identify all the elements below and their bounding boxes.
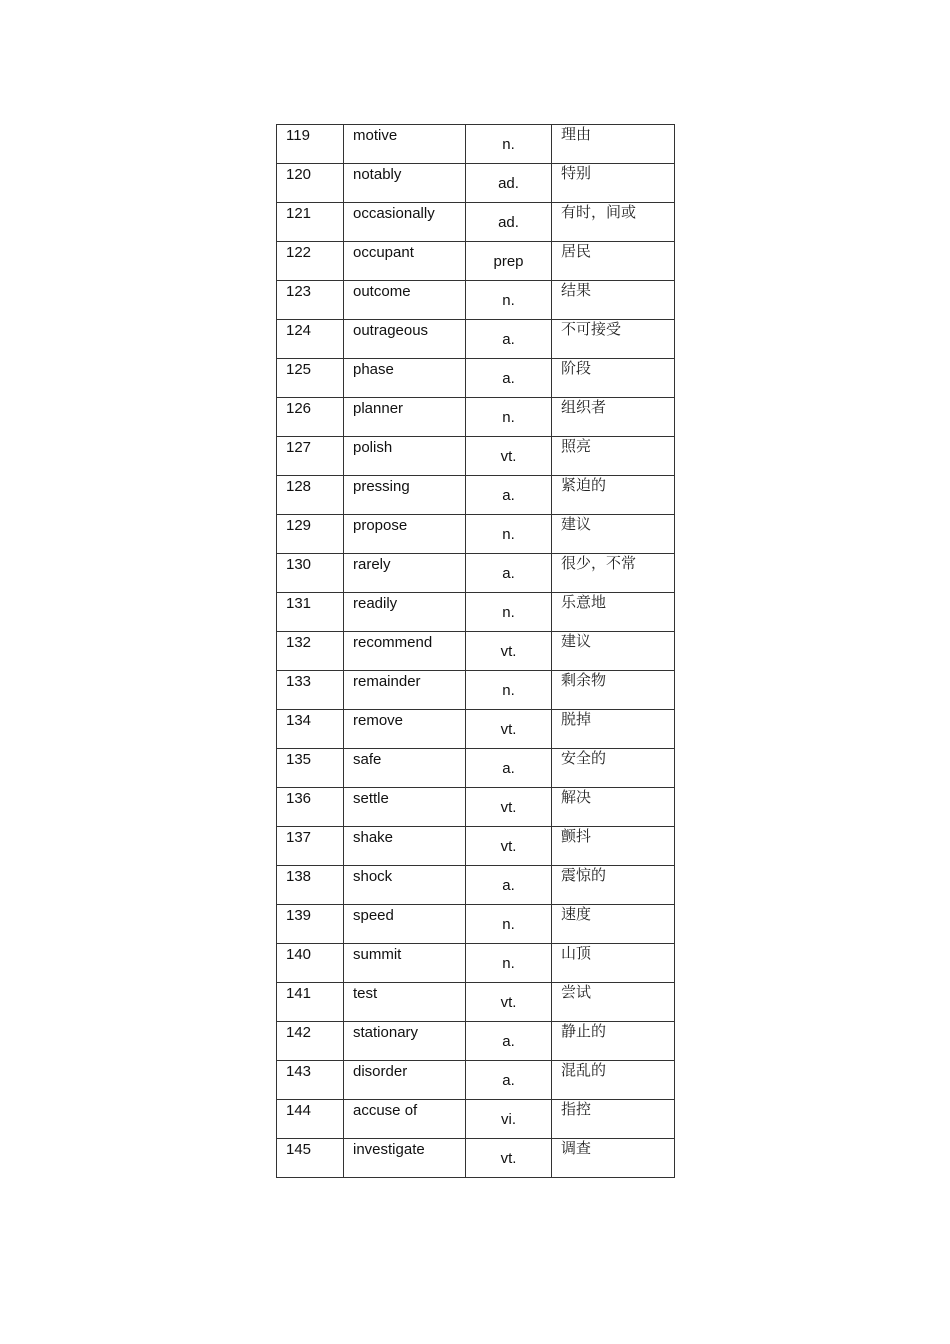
table-row [277,437,675,476]
chinese-meaning: 乐意地 [552,593,675,632]
entry-number: 119 [277,125,344,164]
english-word: speed [344,905,466,944]
table-row [277,866,675,905]
entry-number: 145 [277,1139,344,1178]
chinese-meaning: 静止的 [552,1022,675,1061]
english-word: planner [344,398,466,437]
table-row [277,1061,675,1100]
chinese-meaning: 不可接受 [552,320,675,359]
part-of-speech: a. [466,476,552,515]
table-row [277,359,675,398]
part-of-speech: n. [466,398,552,437]
table-row [277,476,675,515]
english-word: occasionally [344,203,466,242]
vocabulary-table [276,124,675,1178]
entry-number: 124 [277,320,344,359]
part-of-speech: vt. [466,710,552,749]
part-of-speech: a. [466,359,552,398]
table-row [277,281,675,320]
chinese-meaning: 有时，间或 [552,203,675,242]
table-row [277,515,675,554]
chinese-meaning: 紧迫的 [552,476,675,515]
chinese-meaning: 解决 [552,788,675,827]
part-of-speech: prep [466,242,552,281]
part-of-speech: n. [466,281,552,320]
part-of-speech: n. [466,593,552,632]
table-row [277,1100,675,1139]
entry-number: 133 [277,671,344,710]
chinese-meaning: 脱掉 [552,710,675,749]
part-of-speech: vt. [466,983,552,1022]
english-word: investigate [344,1139,466,1178]
english-word: disorder [344,1061,466,1100]
part-of-speech: vt. [466,632,552,671]
part-of-speech: n. [466,905,552,944]
part-of-speech: n. [466,671,552,710]
vocabulary-table-body [277,125,675,1178]
table-row [277,788,675,827]
part-of-speech: n. [466,515,552,554]
table-row [277,593,675,632]
table-row [277,710,675,749]
entry-number: 143 [277,1061,344,1100]
table-row [277,164,675,203]
part-of-speech: a. [466,320,552,359]
part-of-speech: ad. [466,203,552,242]
english-word: rarely [344,554,466,593]
english-word: summit [344,944,466,983]
chinese-meaning: 剩余物 [552,671,675,710]
entry-number: 121 [277,203,344,242]
table-row [277,203,675,242]
part-of-speech: a. [466,866,552,905]
table-row [277,398,675,437]
part-of-speech: n. [466,125,552,164]
english-word: propose [344,515,466,554]
english-word: safe [344,749,466,788]
english-word: readily [344,593,466,632]
chinese-meaning: 调查 [552,1139,675,1178]
chinese-meaning: 照亮 [552,437,675,476]
chinese-meaning: 建议 [552,632,675,671]
chinese-meaning: 速度 [552,905,675,944]
chinese-meaning: 结果 [552,281,675,320]
english-word: test [344,983,466,1022]
chinese-meaning: 指控 [552,1100,675,1139]
chinese-meaning: 组织者 [552,398,675,437]
table-row [277,905,675,944]
chinese-meaning: 建议 [552,515,675,554]
entry-number: 123 [277,281,344,320]
table-row [277,632,675,671]
part-of-speech: vt. [466,437,552,476]
entry-number: 139 [277,905,344,944]
chinese-meaning: 特别 [552,164,675,203]
entry-number: 128 [277,476,344,515]
table-row [277,554,675,593]
part-of-speech: vt. [466,1139,552,1178]
entry-number: 144 [277,1100,344,1139]
entry-number: 134 [277,710,344,749]
entry-number: 120 [277,164,344,203]
table-row [277,1139,675,1178]
entry-number: 122 [277,242,344,281]
chinese-meaning: 理由 [552,125,675,164]
table-row [277,320,675,359]
english-word: settle [344,788,466,827]
english-word: phase [344,359,466,398]
entry-number: 141 [277,983,344,1022]
english-word: shock [344,866,466,905]
english-word: shake [344,827,466,866]
entry-number: 129 [277,515,344,554]
english-word: remove [344,710,466,749]
english-word: notably [344,164,466,203]
chinese-meaning: 震惊的 [552,866,675,905]
table-row [277,827,675,866]
chinese-meaning: 山顶 [552,944,675,983]
part-of-speech: vi. [466,1100,552,1139]
chinese-meaning: 安全的 [552,749,675,788]
entry-number: 136 [277,788,344,827]
chinese-meaning: 混乱的 [552,1061,675,1100]
chinese-meaning: 阶段 [552,359,675,398]
chinese-meaning: 很少，不常 [552,554,675,593]
part-of-speech: n. [466,944,552,983]
entry-number: 142 [277,1022,344,1061]
table-row [277,1022,675,1061]
entry-number: 140 [277,944,344,983]
english-word: outcome [344,281,466,320]
part-of-speech: a. [466,554,552,593]
entry-number: 137 [277,827,344,866]
english-word: pressing [344,476,466,515]
entry-number: 130 [277,554,344,593]
entry-number: 131 [277,593,344,632]
table-row [277,749,675,788]
english-word: outrageous [344,320,466,359]
chinese-meaning: 颤抖 [552,827,675,866]
entry-number: 125 [277,359,344,398]
english-word: motive [344,125,466,164]
part-of-speech: ad. [466,164,552,203]
english-word: accuse of [344,1100,466,1139]
part-of-speech: a. [466,1022,552,1061]
english-word: recommend [344,632,466,671]
chinese-meaning: 居民 [552,242,675,281]
english-word: stationary [344,1022,466,1061]
part-of-speech: a. [466,749,552,788]
table-row [277,944,675,983]
entry-number: 135 [277,749,344,788]
table-row [277,671,675,710]
chinese-meaning: 尝试 [552,983,675,1022]
part-of-speech: a. [466,1061,552,1100]
part-of-speech: vt. [466,827,552,866]
part-of-speech: vt. [466,788,552,827]
entry-number: 138 [277,866,344,905]
entry-number: 127 [277,437,344,476]
english-word: remainder [344,671,466,710]
entry-number: 132 [277,632,344,671]
table-row [277,242,675,281]
entry-number: 126 [277,398,344,437]
table-row [277,125,675,164]
table-row [277,983,675,1022]
english-word: occupant [344,242,466,281]
english-word: polish [344,437,466,476]
